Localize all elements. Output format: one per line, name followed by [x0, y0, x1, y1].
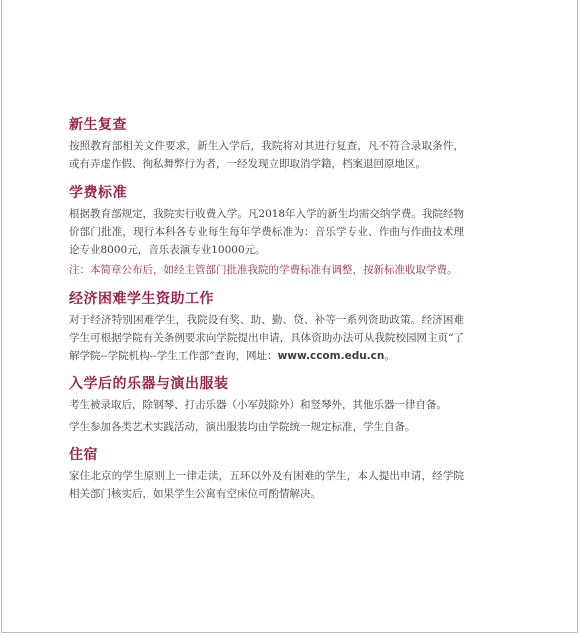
section-body: 家住北京的学生原则上一律走读，五环以外及有困难的学生，本人提出申请，经学院相关部门核实后，如果学生公寓有空床位可酌情解决。	[69, 470, 464, 500]
section-tuition-standard	[69, 184, 464, 279]
section-title: 住宿	[69, 447, 98, 463]
section-new-student-recheck	[69, 116, 464, 173]
section-title: 入学后的乐器与演出服装	[69, 376, 229, 392]
section-title: 新生复查	[69, 117, 127, 133]
section-financial-aid	[69, 290, 464, 365]
section-body: 根据教育部规定，我院实行收费入学。凡2018年入学的新生均需交纳学费。我院经物价部门批准，现行本科各专业每生每年学费标准为：音乐学专业、作曲与作曲技术理论专业8000元，音乐表演专业10000元。	[69, 208, 464, 256]
tuition-note: 注：本简章公布后，如经主管部门批准我院的学费标准有调整，按新标准收取学费。	[69, 264, 458, 276]
section-housing	[69, 446, 464, 503]
document-page	[1, 0, 578, 633]
section-body: 按照教育部相关文件要求，新生入学后，我院将对其进行复查，凡不符合录取条件，或有弄虚作假、徇私舞弊行为者，一经发现立即取消学籍，档案退回原地区。	[69, 140, 464, 170]
page-content	[69, 116, 464, 503]
aid-body-text: 对于经济特别困难学生，我院设有奖、助、勤、贷、补等一系列资助政策。经济困难学生可根据学院有关条例要求向学院提出申请，具体资助办法可从我院校园网主页“了解学院--学院机构--学生工作部”查询，网址：	[69, 314, 464, 362]
section-body	[69, 311, 464, 365]
aid-body-end: 。	[384, 350, 395, 362]
section-body: 考生被录取后，除钢琴、打击乐器（小军鼓除外）和竖琴外，其他乐器一律自备。	[69, 399, 447, 411]
section-instruments-costumes	[69, 375, 464, 436]
section-body-second: 学生参加各类艺术实践活动，演出服装均由学院统一规定标准，学生自备。	[69, 421, 416, 433]
section-title: 学费标准	[69, 185, 127, 201]
section-title: 经济困难学生资助工作	[69, 291, 214, 307]
website-url: www.ccom.edu.cn	[277, 350, 385, 362]
